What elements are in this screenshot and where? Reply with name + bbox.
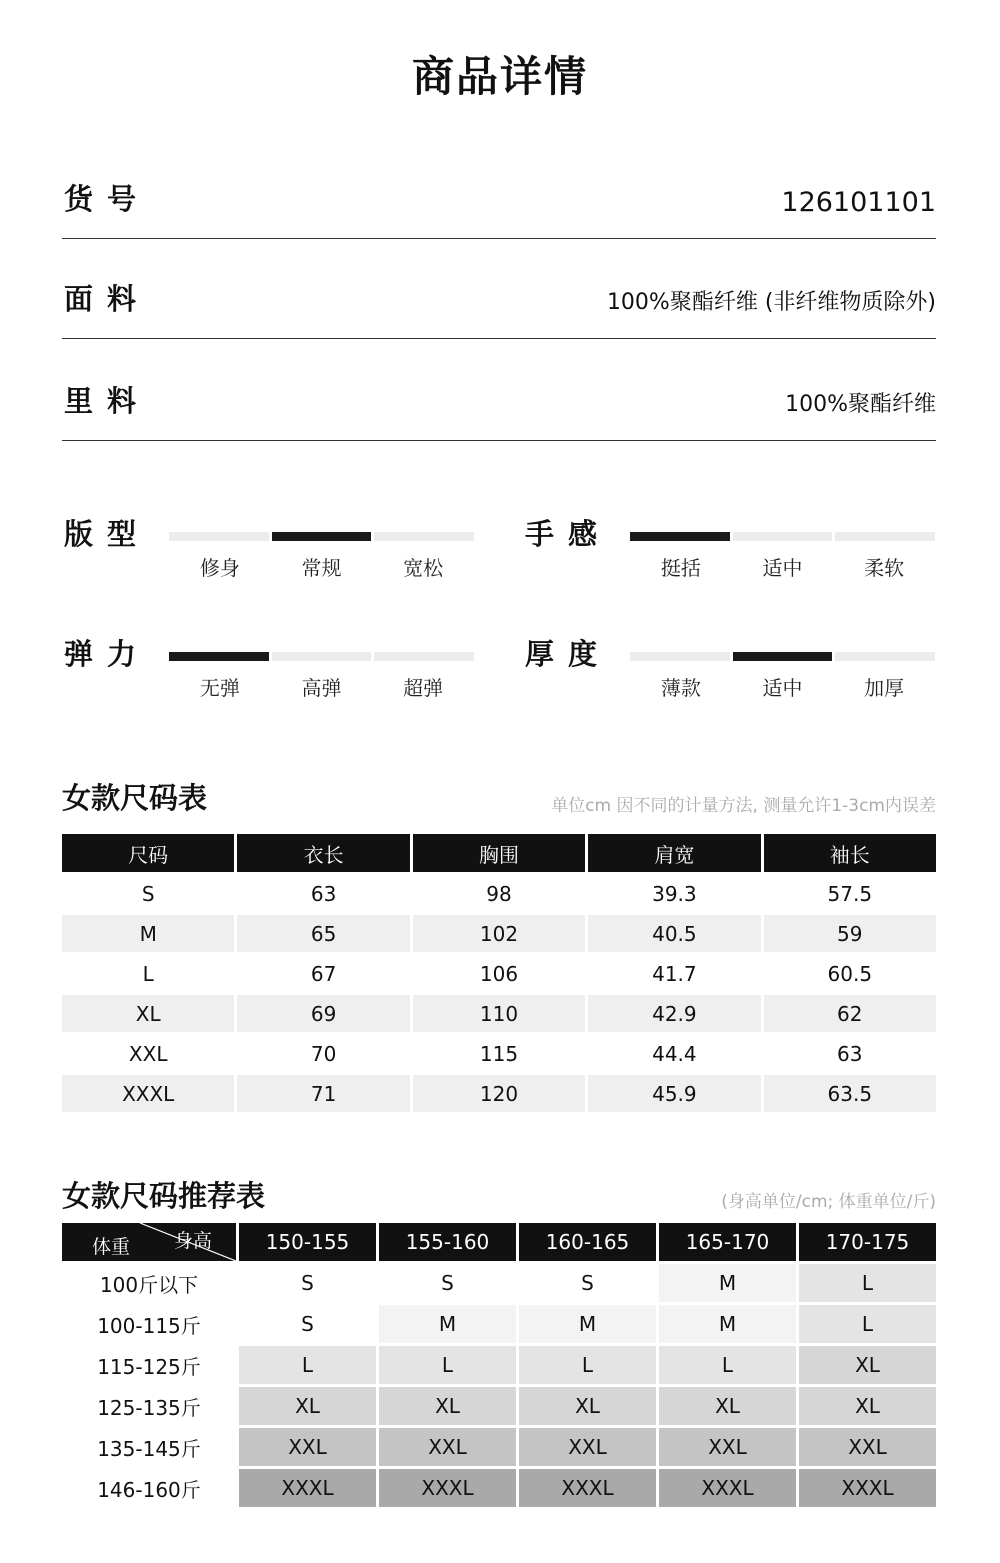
size-cell: L <box>659 1346 796 1384</box>
recommend-title: 女款尺码推荐表 <box>62 1179 266 1213</box>
table-row <box>62 1035 936 1072</box>
attribute-option: 无弹 <box>199 676 240 700</box>
height-header: 160-165 <box>519 1223 656 1261</box>
table-row <box>62 955 936 992</box>
attribute-label: 厚度 <box>525 637 612 671</box>
attribute-thickness <box>523 632 935 702</box>
info-label: 面料 <box>64 282 151 316</box>
attribute-option: 高弹 <box>301 676 342 700</box>
corner-weight-label: 体重 <box>92 1236 131 1258</box>
attribute-scale <box>169 532 474 541</box>
scale-segment <box>272 532 372 541</box>
recommend-note: (身高单位/cm; 体重单位/斤) <box>721 1192 936 1212</box>
weight-label: 135-145斤 <box>62 1428 236 1466</box>
size-chart-note: 单位cm 因不同的计量方法, 测量允许1-3cm内误差 <box>551 796 936 816</box>
attribute-option: 挺括 <box>660 556 701 580</box>
size-cell: XXXL <box>379 1469 516 1507</box>
table-cell: XL <box>62 995 234 1032</box>
table-cell: 106 <box>479 961 519 986</box>
table-cell: 57.5 <box>827 881 873 906</box>
weight-label: 115-125斤 <box>62 1346 236 1384</box>
scale-segment <box>733 652 833 661</box>
table-cell: 42.9 <box>588 995 760 1032</box>
attribute-option: 常规 <box>301 556 342 580</box>
size-cell: L <box>379 1346 516 1384</box>
table-cell: XXL <box>128 1041 168 1066</box>
attribute-option: 超弹 <box>403 676 444 700</box>
size-cell: L <box>519 1346 656 1384</box>
info-row-fabric <box>62 238 936 339</box>
size-cell: XL <box>379 1387 516 1425</box>
size-chart-title: 女款尺码表 <box>62 781 208 815</box>
column-header: 袖长 <box>764 834 936 872</box>
table-cell: 70 <box>310 1041 337 1066</box>
scale-segment <box>835 532 935 541</box>
attribute-option: 适中 <box>762 556 803 580</box>
table-cell: 110 <box>413 995 585 1032</box>
size-cell: XXL <box>379 1428 516 1466</box>
attribute-stretch <box>62 632 474 702</box>
table-header-row <box>62 1223 936 1261</box>
table-row <box>62 995 936 1032</box>
size-cell: XXXL <box>519 1469 656 1507</box>
table-cell: 65 <box>237 915 409 952</box>
table-cell: 60.5 <box>827 961 873 986</box>
scale-segment <box>733 532 833 541</box>
table-header-row <box>62 834 936 872</box>
size-cell: L <box>239 1346 376 1384</box>
scale-segment <box>169 652 269 661</box>
attribute-option: 宽松 <box>403 556 444 580</box>
table-cell: S <box>141 881 155 906</box>
table-cell: 63.5 <box>764 1075 936 1112</box>
table-cell: 62 <box>764 995 936 1032</box>
table-cell: 63 <box>837 1041 863 1066</box>
size-cell: XXL <box>519 1428 656 1466</box>
attribute-option: 适中 <box>762 676 803 700</box>
info-row-item-number <box>62 138 936 239</box>
scale-segment <box>272 652 372 661</box>
size-cell: XXXL <box>799 1469 936 1507</box>
size-cell: S <box>239 1305 376 1343</box>
size-cell: XL <box>519 1387 656 1425</box>
size-cell: XXL <box>239 1428 376 1466</box>
table-cell: 59 <box>764 915 936 952</box>
column-header: 胸围 <box>413 834 585 872</box>
info-value: 100%聚酯纤维 (非纤维物质除外) <box>606 290 936 315</box>
scale-segment <box>374 652 474 661</box>
size-cell: XXL <box>799 1428 936 1466</box>
size-cell: XXXL <box>659 1469 796 1507</box>
attribute-scale <box>630 532 935 541</box>
attribute-option: 薄款 <box>660 676 701 700</box>
size-cell: XL <box>239 1387 376 1425</box>
size-cell: XXXL <box>239 1469 376 1507</box>
size-cell: S <box>519 1264 656 1302</box>
table-cell: 120 <box>413 1075 585 1112</box>
column-header: 尺码 <box>62 834 234 872</box>
size-cell: L <box>799 1264 936 1302</box>
table-row <box>62 1305 936 1343</box>
column-header: 肩宽 <box>588 834 760 872</box>
table-row <box>62 1264 936 1302</box>
table-row <box>62 915 936 952</box>
height-header: 165-170 <box>659 1223 796 1261</box>
attribute-label: 手感 <box>525 517 612 551</box>
table-cell: 45.9 <box>588 1075 760 1112</box>
weight-label: 146-160斤 <box>62 1469 236 1507</box>
attribute-fit <box>62 512 474 582</box>
table-row <box>62 875 936 912</box>
table-cell: 98 <box>486 881 512 906</box>
info-value: 126101101 <box>781 187 936 218</box>
height-header: 150-155 <box>239 1223 376 1261</box>
table-cell: 40.5 <box>588 915 760 952</box>
weight-label: 100斤以下 <box>62 1264 236 1302</box>
size-cell: S <box>239 1264 376 1302</box>
recommend-table <box>59 1220 939 1510</box>
scale-segment <box>835 652 935 661</box>
table-row <box>62 1075 936 1112</box>
attribute-label: 版型 <box>64 517 151 551</box>
attribute-option: 柔软 <box>864 556 905 580</box>
attribute-scale <box>630 652 935 661</box>
attribute-label: 弹力 <box>64 637 151 671</box>
corner-height-label: 身高 <box>173 1230 212 1252</box>
info-label: 货号 <box>64 182 151 216</box>
size-cell: M <box>379 1305 516 1343</box>
scale-segment <box>630 652 730 661</box>
table-cell: M <box>62 915 234 952</box>
weight-label: 125-135斤 <box>62 1387 236 1425</box>
height-header: 155-160 <box>379 1223 516 1261</box>
table-cell: 71 <box>237 1075 409 1112</box>
table-cell: L <box>142 961 154 986</box>
table-cell: 102 <box>413 915 585 952</box>
table-cell: 63 <box>310 881 337 906</box>
attribute-option: 加厚 <box>864 676 905 700</box>
table-cell: 41.7 <box>652 961 697 986</box>
size-cell: S <box>379 1264 516 1302</box>
size-chart-table <box>59 831 939 1115</box>
table-row <box>62 1469 936 1507</box>
table-cell: 115 <box>479 1041 519 1066</box>
height-header: 170-175 <box>799 1223 936 1261</box>
scale-segment <box>630 532 730 541</box>
table-cell: 67 <box>310 961 337 986</box>
weight-label: 100-115斤 <box>62 1305 236 1343</box>
size-cell: XL <box>799 1346 936 1384</box>
table-cell: 39.3 <box>652 881 697 906</box>
scale-segment <box>169 532 269 541</box>
attribute-option: 修身 <box>199 556 240 580</box>
size-cell: XXL <box>659 1428 796 1466</box>
size-cell: L <box>799 1305 936 1343</box>
size-cell: XL <box>659 1387 796 1425</box>
scale-segment <box>374 532 474 541</box>
size-cell: XL <box>799 1387 936 1425</box>
info-value: 100%聚酯纤维 <box>785 392 936 417</box>
table-cell: XXXL <box>62 1075 234 1112</box>
attribute-feel <box>523 512 935 582</box>
size-cell: M <box>519 1305 656 1343</box>
info-label: 里料 <box>64 384 151 418</box>
page-title: 商品详情 <box>411 52 588 101</box>
column-header: 衣长 <box>237 834 409 872</box>
table-row <box>62 1387 936 1425</box>
size-cell: M <box>659 1264 796 1302</box>
table-row <box>62 1428 936 1466</box>
corner-header <box>62 1223 236 1261</box>
table-cell: 44.4 <box>652 1041 697 1066</box>
attribute-scale <box>169 652 474 661</box>
table-row <box>62 1346 936 1384</box>
size-cell: M <box>659 1305 796 1343</box>
info-row-lining <box>62 340 936 441</box>
table-cell: 69 <box>237 995 409 1032</box>
